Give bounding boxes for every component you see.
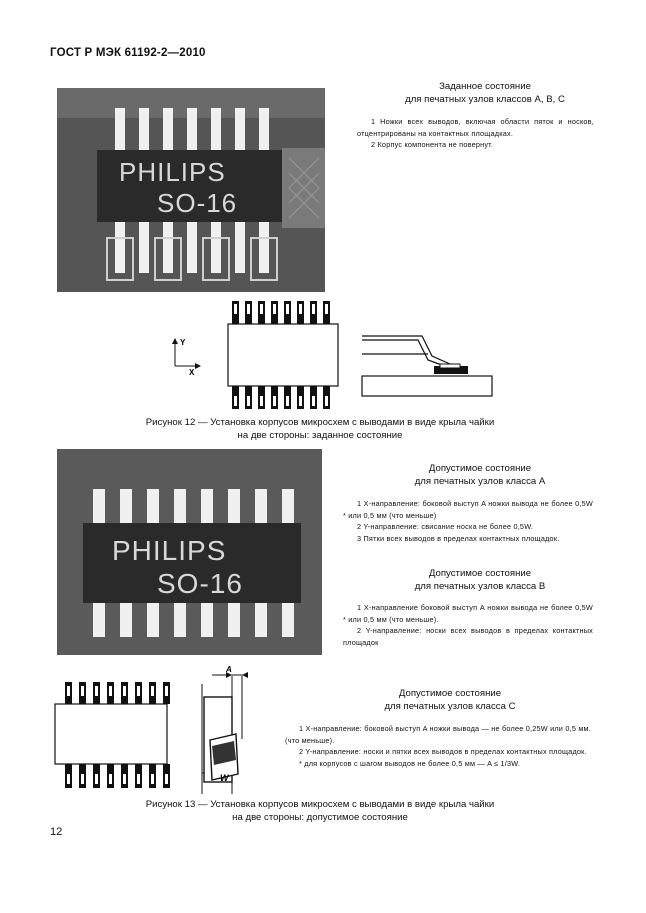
fig12-condition-title	[365, 80, 605, 106]
page-number: 12	[50, 826, 63, 838]
class-b-title-line1: Допустимое состояние	[428, 568, 532, 579]
class-b-note-1: 1 X-направление боковой выступ A ножки вывода не более 0,5W * или 0,5 мм (что меньше).	[343, 603, 593, 624]
fig13-class-a-notes	[343, 498, 593, 544]
photo-ic-nominal	[57, 88, 325, 292]
class-a-note-2: 2 Y-направление: свисание носка не более 0,5W.	[357, 522, 534, 532]
fig12-notes	[357, 116, 594, 151]
photo2-marking-line1: PHILIPS	[112, 535, 227, 566]
class-c-note-1: 1 X-направление: боковой выступ A ножки вывода — не более 0,25W или 0,5 мм. (что меньше).	[285, 724, 591, 745]
class-c-note-footnote: * для корпусов с шагом выводов не более 0,5 мм — A ≤ 1/3W.	[299, 758, 521, 768]
dim-a-label: A	[226, 665, 232, 674]
class-c-title-line2: для печатных узлов класса С	[384, 701, 516, 712]
dim-w-label: W	[220, 773, 229, 783]
class-b-title-line2: для печатных узлов класса В	[414, 581, 546, 592]
class-c-note-2: 2 Y-направление: носки и пятки всех выводов в пределах контактных площадок.	[299, 747, 587, 757]
photo1-marking-line2: SO-16	[157, 188, 238, 218]
fig13-class-b-notes	[343, 602, 593, 648]
class-a-note-3: 3 Пятки всех выводов в пределах контактных площадок.	[357, 533, 560, 543]
fig12-note-1: 1 Ножки всех выводов, включая области пяток и носков, отцентрированы на контактных площадках.	[357, 117, 594, 138]
photo1-marking-line1: PHILIPS	[119, 157, 226, 187]
class-c-title-line1: Допустимое состояние	[398, 688, 502, 699]
fig13-caption-line2: на две стороны: допустимое состояние	[232, 812, 408, 823]
fig13-class-b-title	[360, 567, 600, 593]
fig13-class-c-title	[330, 687, 570, 713]
fig12-caption	[80, 416, 560, 442]
photo-ic-acceptable-drawing	[57, 449, 322, 655]
fig12-caption-line1: Рисунок 12 — Установка корпусов микросхем с выводами в виде крыла чайки	[145, 417, 495, 428]
fig13-class-a-title	[360, 462, 600, 488]
fig12-note-2: 2 Корпус компонента не повернут.	[371, 140, 494, 150]
fig12-caption-line2: на две стороны: заданное состояние	[237, 430, 403, 441]
class-a-title-line2: для печатных узлов класса А	[414, 476, 546, 487]
fig12-title-line2: для печатных узлов классов А, В, С	[405, 94, 565, 105]
fig13-caption-line1: Рисунок 13 — Установка корпусов микросхем с выводами в виде крыла чайки	[145, 799, 495, 810]
class-b-note-2: 2 Y-направление: носки всех выводов в пределах контактных площадок	[343, 626, 593, 647]
fig13-caption	[80, 798, 560, 824]
fig13-drawing	[50, 664, 290, 798]
fig12-drawing	[160, 296, 510, 414]
class-a-note-1: 1 X-направление: боковой выступ A ножки вывода не более 0,5W * или 0,5 мм (что меньше)	[343, 499, 593, 520]
class-a-title-line1: Допустимое состояние	[428, 463, 532, 474]
axis-y-label: Y	[180, 338, 186, 347]
document-header: ГОСТ Р МЭК 61192-2—2010	[50, 47, 206, 59]
photo-ic-nominal-drawing	[57, 88, 325, 292]
fig13-class-c-notes	[285, 723, 591, 769]
photo-ic-acceptable	[57, 449, 322, 655]
photo2-marking-line2: SO-16	[157, 568, 243, 599]
axis-x-label: X	[189, 368, 195, 377]
fig12-title-line1: Заданное состояние	[439, 81, 531, 92]
